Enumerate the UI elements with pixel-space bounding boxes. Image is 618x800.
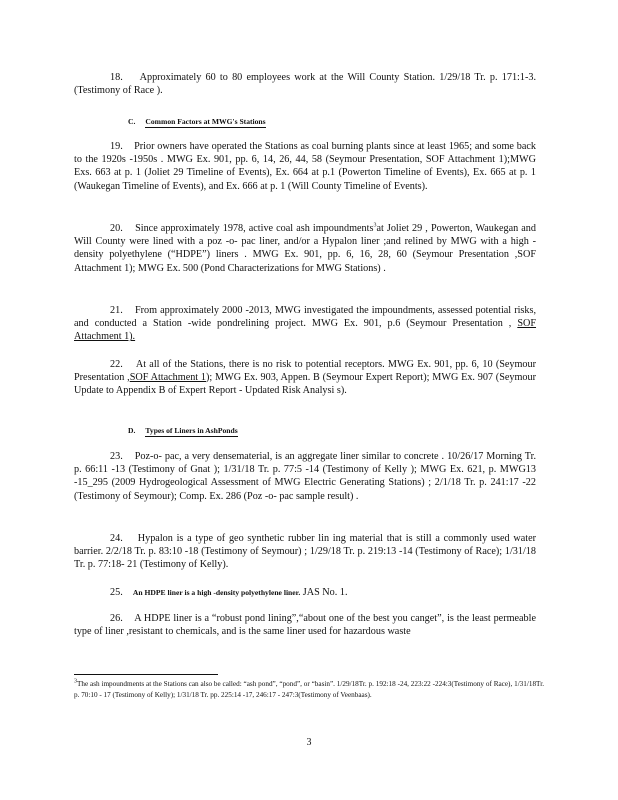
paragraph-25 [74, 586, 536, 599]
section-heading-c-letter: C. [128, 117, 136, 126]
paragraph-22-text-a: 22. At all of the Stations, there is no risk to potential receptors. MWG Ex. 901, pp. 6, 10 (Seymour Presentation , [74, 359, 536, 384]
paragraph-23: 23. Poz-o- pac, a very densematerial, is an aggregate liner similar to concrete . 10/26/17 Morning Tr. p. 66:11 -13 (Testimony of Gnat ); 1/31/18 Tr. p. 77:5 -14 (Testimony of Kelly ); MWG Ex. 621, p. MWG13 -15_295 (2009 Hydrogeological Assessment of MWG Electric Generating Stations) ; 2/1/18 Tr. p. 241:17 -22 (Testimony of Seymour); Comp. Ex. 286 (Poz -o- pac sample result) . [74, 451, 536, 502]
paragraph-25-number: 25. [110, 587, 133, 598]
page-number: 3 [306, 737, 312, 748]
footnote-3 [74, 679, 544, 700]
paragraph-21-attachment-link: SOF Attachment 1). [74, 318, 537, 343]
paragraph-18: 18. Approximately 60 to 80 employees work at the Will County Station. 1/29/18 Tr. p. 171:1-3. (Testimony of Race ). [74, 72, 536, 97]
paragraph-20-text-b: at Joliet 29 , Powerton, Waukegan and Will County were lined with a poz -o- pac liner, and/or a Hypalon liner ;and relined by MWG with a high -density polyethylene (“HDPE”) liners . MWG Ex. 901, pp. 6, 16, 28, 60 (Seymour Presentation ,SOF Attachment 1); MWG Ex. 500 (Pond Characterizations for MWG Stations) . [74, 223, 536, 274]
paragraph-24: 24. Hypalon is a type of geo synthetic rubber lin ing material that is still a commonly used water barrier. 2/2/18 Tr. p. 83:10 -18 (Testimony of Seymour) ; 1/29/18 Tr. p. 219:13 -14 (Testimony of Race); 1/31/18 Tr. p. 77:18- 21 (Testimony of Kelly). [74, 533, 536, 571]
paragraph-20 [74, 222, 536, 275]
paragraph-21-text: 21. From approximately 2000 -2013, MWG investigated the impoundments, assessed potential risks, and conducted a Station -wide pondrelining project. MWG Ex. 901, p.6 (Seymour Presentation , [74, 305, 536, 330]
paragraph-21 [74, 304, 536, 344]
paragraph-26: 26. A HDPE liner is a “robust pond lining”,“about one of the best you canget”, is the least permeable type of liner ,resistant to chemicals, and is the same liner used for hazardous waste [74, 613, 536, 638]
paragraph-19: 19. Prior owners have operated the Stations as coal burning plants since at least 1965; and some back to the 1920s -1950s . MWG Ex. 901, pp. 6, 14, 26, 44, 58 (Seymour Presentation, SOF Attachment 1);MWG Exs. 663 at p. 1 (Joliet 29 Timeline of Events), Ex. 664 at p.1 (Powerton Timeline of Events), Ex. 665 at p. 1 (Waukegan Timeline of Events), and Ex. 666 at p. 1 (Will County Timeline of Events). [74, 141, 536, 192]
footnote-divider [74, 674, 218, 675]
paragraph-22-attachment-link: SOF Attachment 1 [129, 372, 207, 384]
paragraph-25-tail: JAS No. 1. [300, 587, 348, 598]
footnote-ref-3: 3 [373, 222, 377, 229]
section-heading-c [128, 117, 266, 127]
footnote-marker: 3 [74, 678, 77, 685]
paragraph-22-text-b: ); MWG Ex. 903, Appen. B (Seymour Expert Report); MWG Ex. 907 (Seymour Update to Appendix B of Expert Report - Updated Risk Analysi s). [74, 372, 536, 397]
paragraph-25-bold-text: An HDPE liner is a high -density polyethylene liner. [132, 588, 301, 597]
footnote-text: The ash impoundments at the Stations can also be called: “ash pond”, “pond”, or “basin”. 1/29/18Tr. p. 192:18 -24, 223:22 -224:3(Testimony of Race), 1/31/18Tr. p. 70:10 - 17 (Testimony of Kelly); 1/31/18 Tr. pp. 225:14 -17, 246:17 - 247:3(Testimony of Veenbaas). [74, 680, 544, 699]
section-heading-c-title: Common Factors at MWG's Stations [145, 117, 266, 126]
paragraph-20-text-a: 20. Since approximately 1978, active coal ash impoundments [110, 223, 374, 234]
section-heading-d-title: Types of Liners in AshPonds [145, 426, 238, 435]
paragraph-22 [74, 358, 536, 398]
section-heading-d [128, 426, 238, 436]
section-heading-d-letter: D. [128, 426, 136, 435]
